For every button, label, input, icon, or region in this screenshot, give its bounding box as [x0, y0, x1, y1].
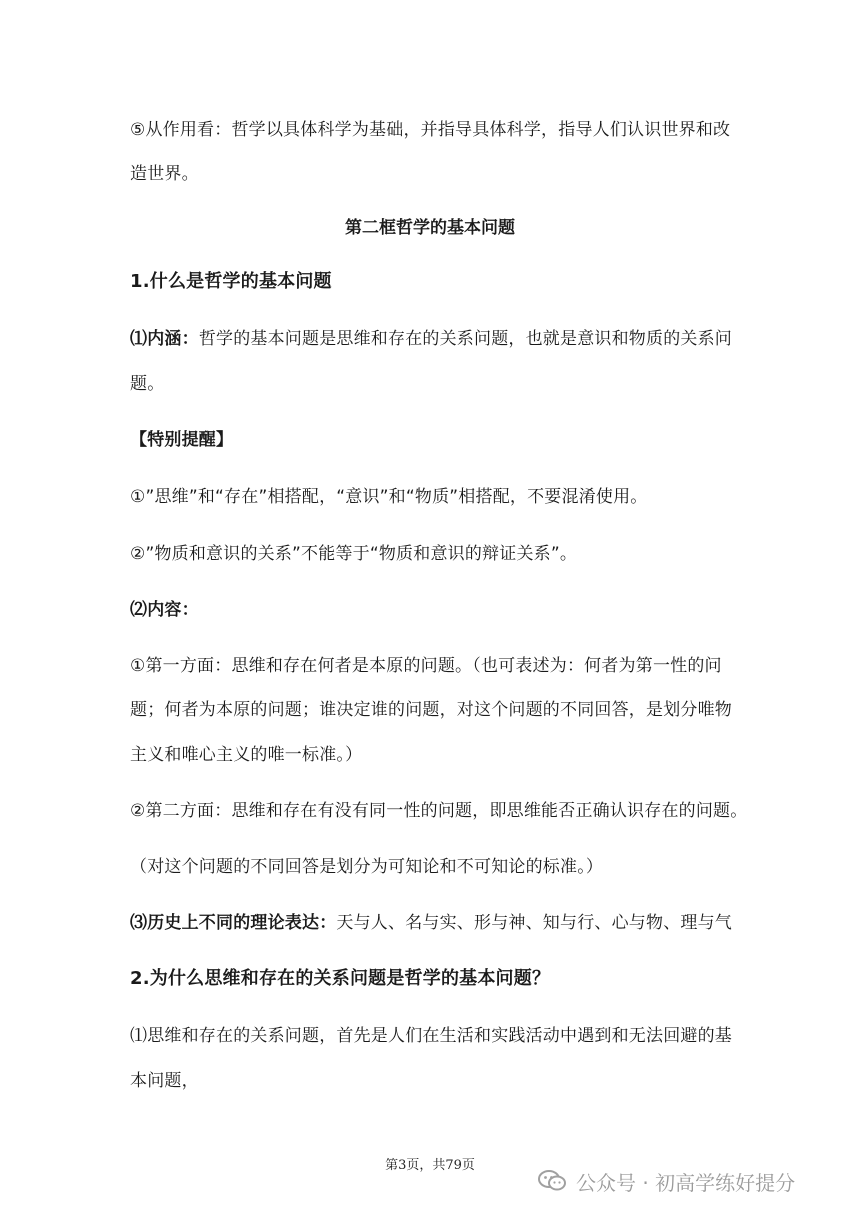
watermark-text: 公众号 · 初高学练好提分	[576, 1170, 796, 1195]
reminder-item-1: ①”思维”和“存在”相搭配，“意识”和“物质”相搭配，不要混淆使用。	[130, 487, 648, 507]
history-label: ⑶历史上不同的理论表达：	[130, 913, 337, 933]
neihan-text: 哲学的基本问题是思维和存在的关系问题，也就是意识和物质的关系问	[198, 329, 733, 349]
neirong-2-line-2: （对这个问题的不同回答是划分为可知论和不可知论的标准。）	[130, 857, 604, 877]
neirong-1-line-3: 主义和唯心主义的唯一标准。）	[130, 745, 363, 765]
neihan-line-2: 题。	[130, 374, 165, 394]
intro-line-1: ⑤从作用看：哲学以具体科学为基础，并指导具体科学，指导人们认识世界和改	[130, 120, 731, 140]
page-number: 第3页，共79页	[385, 1158, 475, 1173]
neirong-label: ⑵内容：	[130, 600, 199, 620]
neirong-1-line-2: 题；何者为本原的问题；谁决定谁的问题，对这个问题的不同回答，是划分唯物	[130, 700, 732, 720]
wechat-icon	[538, 1169, 568, 1193]
reason-1-line-1: ⑴思维和存在的关系问题，首先是人们在生活和实践活动中遇到和无法回避的基	[130, 1026, 732, 1046]
question-2-heading: 2.为什么思维和存在的关系问题是哲学的基本问题？	[130, 968, 551, 989]
intro-line-2: 造世界。	[130, 164, 199, 184]
history-expressions	[130, 911, 740, 935]
special-reminder-label: 【特别提醒】	[130, 430, 234, 450]
neirong-1-line-1: ①第一方面：思维和存在何者是本原的问题。（也可表述为：何者为第一性的问	[130, 656, 722, 676]
reason-1-line-2: 本问题，	[130, 1071, 199, 1091]
wechat-watermark	[538, 1166, 795, 1196]
neihan-label: ⑴内涵：	[130, 329, 199, 349]
neirong-2-line-1: ②第二方面：思维和存在有没有同一性的问题，即思维能否正确认识存在的问题。	[130, 801, 748, 821]
neihan-line-1	[130, 327, 740, 351]
section-title: 第二框哲学的基本问题	[345, 218, 515, 238]
reminder-item-2: ②”物质和意识的关系”不能等于“物质和意识的辩证关系”。	[130, 544, 578, 564]
history-text: 天与人、名与实、形与神、知与行、心与物、理与气	[336, 913, 733, 933]
question-1-heading: 1.什么是哲学的基本问题	[130, 271, 332, 292]
